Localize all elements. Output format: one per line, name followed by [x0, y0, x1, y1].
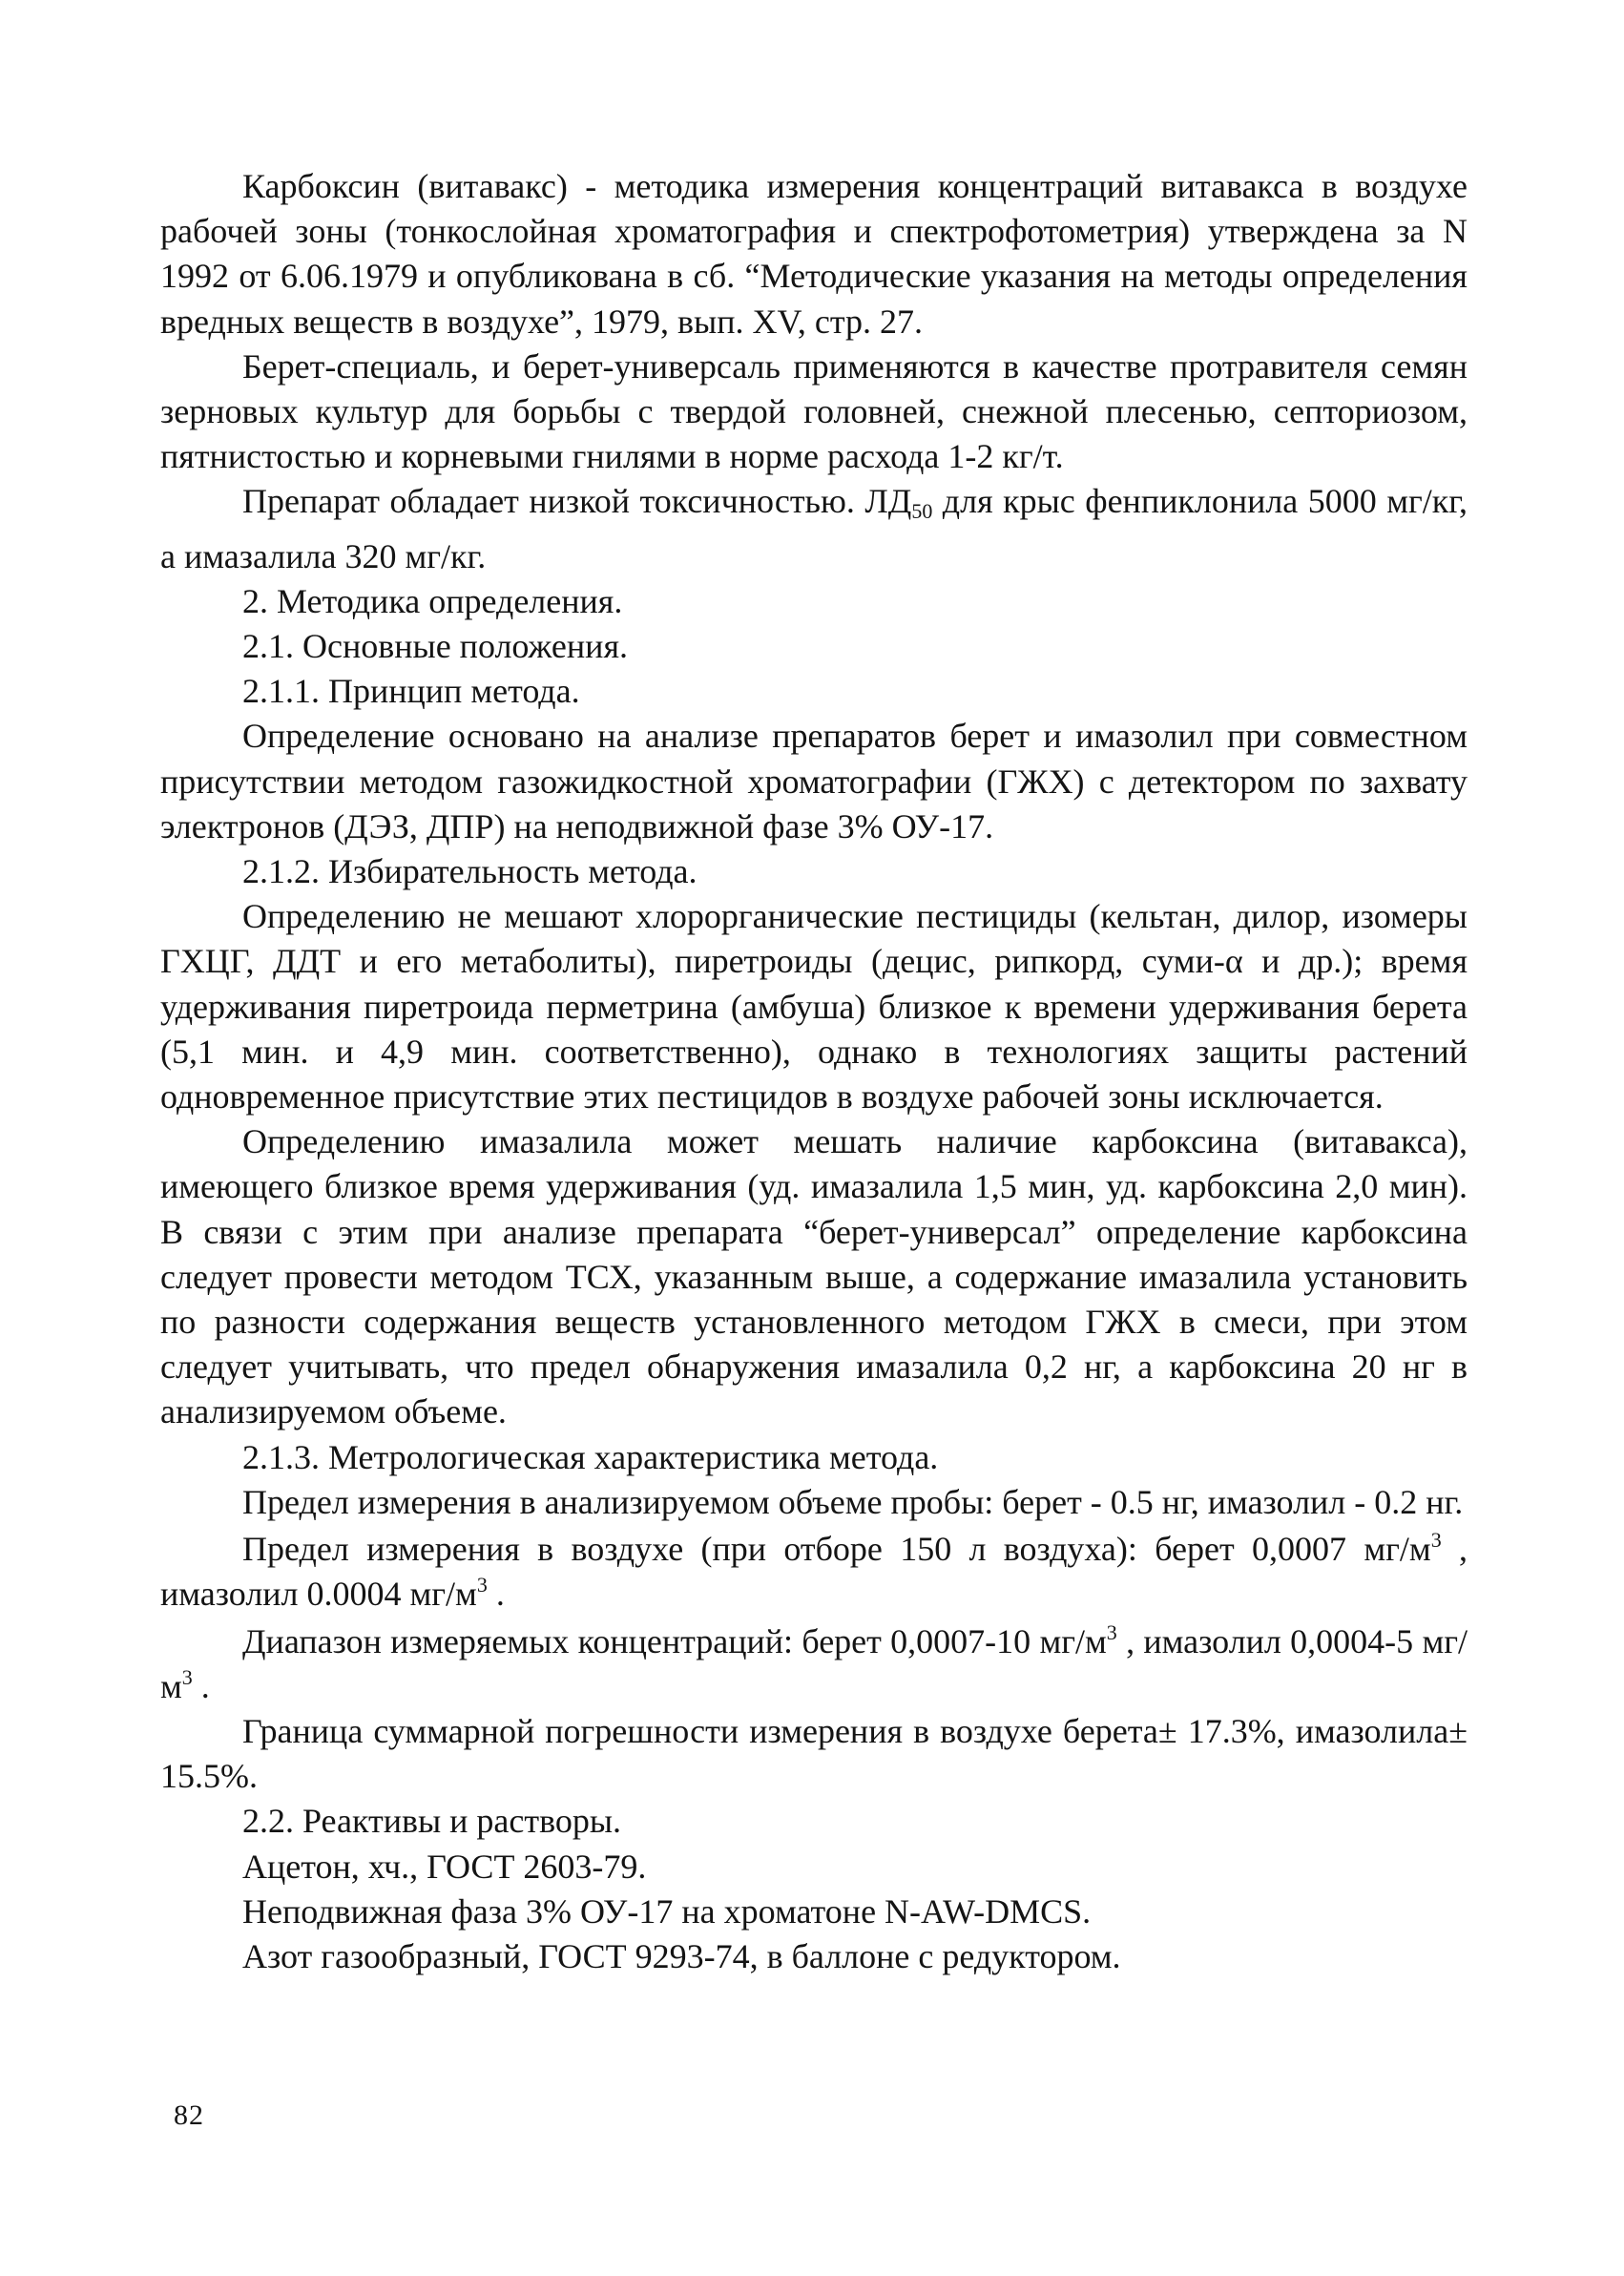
range-sup-1: 3 [1106, 1619, 1117, 1644]
paragraph-limit-air [160, 1527, 1468, 1617]
toxicity-text-a: Препарат обладает низкой токсичностью. ЛД [242, 482, 912, 521]
limit-air-sup-2: 3 [476, 1573, 488, 1597]
paragraph-principle: Определение основано на анализе препаратов берет и имазолил при совместном присутствии методом газожидкостной хроматографии (ГЖХ) с детектором по захвату электронов (ДЭЗ, ДПР) на неподвижной фазе 3% ОУ-17. [160, 717, 1468, 846]
heading-principle: 2.1.1. Принцип метода. [242, 672, 580, 711]
ld-subscript: 50 [911, 499, 933, 524]
range-text-c: . [192, 1666, 210, 1705]
reagent-acetone: Ацетон, хч., ГОСТ 2603-79. [242, 1847, 647, 1886]
limit-air-text-b: , имазолил 0.0004 мг/м [160, 1530, 1468, 1614]
heading-selectivity: 2.1.2. Избирательность метода. [242, 852, 697, 891]
range-text-a: Диапазон измеряемых концентраций: берет 0,0007-10 мг/м [242, 1621, 1107, 1660]
limit-air-text-c: . [487, 1575, 505, 1614]
limit-air-sup-1: 3 [1430, 1528, 1442, 1553]
heading-basics: 2.1. Основные положения. [242, 627, 628, 666]
heading-method: 2. Методика определения. [242, 581, 623, 620]
range-text-b: , имазолил 0,0004-5 мг/м [160, 1621, 1468, 1705]
paragraph-beret-usage: Берет-специаль, и берет-универсаль применяются в качестве протравителя семян зерновых культур для борьбы с твердой головней, снежной плесенью, септориозом, пятнистостью и корневыми гнилями в норме расхода 1-2 кг/т. [160, 346, 1468, 476]
paragraph-carboxin: Карбоксин (витавакс) - методика измерения концентраций витавакса в воздухе рабочей зоны (тонкослойная хроматография и спектрофотометрия) утверждена за N 1992 от 6.06.1979 и опубликована в сб. “Методические указания на методы определения вредных веществ в воздухе”, 1979, вып. XV, стр. 27. [160, 167, 1468, 341]
heading-reagents: 2.2. Реактивы и растворы. [242, 1802, 622, 1841]
paragraph-toxicity [160, 479, 1468, 578]
page-number: 82 [174, 2099, 204, 2131]
paragraph-selectivity: Определению не мешают хлорорганические пестициды (кельтан, дилор, изомеры ГХЦГ, ДДТ и его метаболиты), пиретроиды (децис, рипкорд, суми-α и др.); время удерживания пиретроида перметрина (амбуша) близкое к времени удерживания берета (5,1 мин. и 4,9 мин. соответственно), однако в технологиях защиты растений одновременное присутствие этих пестицидов в воздухе рабочей зоны исключается. [160, 897, 1468, 1117]
range-sup-2: 3 [181, 1664, 193, 1689]
paragraph-interference: Определению имазалила может мешать наличие карбоксина (витавакса), имеющего близкое время удерживания (уд. имазалила 1,5 мин, уд. карбоксина 2,0 мин). В связи с этим при анализе препарата “берет-универсал” определение карбоксина следует провести методом ТСХ, указанным выше, а содержание имазалила установить по разности содержания веществ установленного методом ГЖХ в смеси, при этом следует учитывать, что предел обнаружения имазалила 0,2 нг, а карбоксина 20 нг в анализируемом объеме. [160, 1122, 1468, 1431]
reagent-nitrogen: Азот газообразный, ГОСТ 9293-74, в баллоне с редуктором. [242, 1936, 1121, 1975]
paragraph-range [160, 1619, 1468, 1709]
paragraph-limit-sample: Предел измерения в анализируемом объеме пробы: берет - 0.5 нг, имазолил - 0.2 нг. [242, 1482, 1464, 1521]
reagent-stationary-phase: Неподвижная фаза 3% ОУ-17 на хроматоне N-AW-DMCS. [242, 1891, 1092, 1931]
limit-air-text-a: Предел измерения в воздухе (при отборе 150 л воздуха): берет 0,0007 мг/м [242, 1530, 1431, 1569]
heading-metrology: 2.1.3. Метрологическая характеристика метода. [242, 1437, 939, 1476]
toxicity-text-b: для крыс фенпиклонила 5000 мг/кг, а имазалила 320 мг/кг. [160, 482, 1468, 575]
document-page [160, 164, 1468, 1979]
paragraph-error: Граница суммарной погрешности измерения в воздухе берета± 17.3%, имазолила± 15.5%. [160, 1711, 1468, 1796]
